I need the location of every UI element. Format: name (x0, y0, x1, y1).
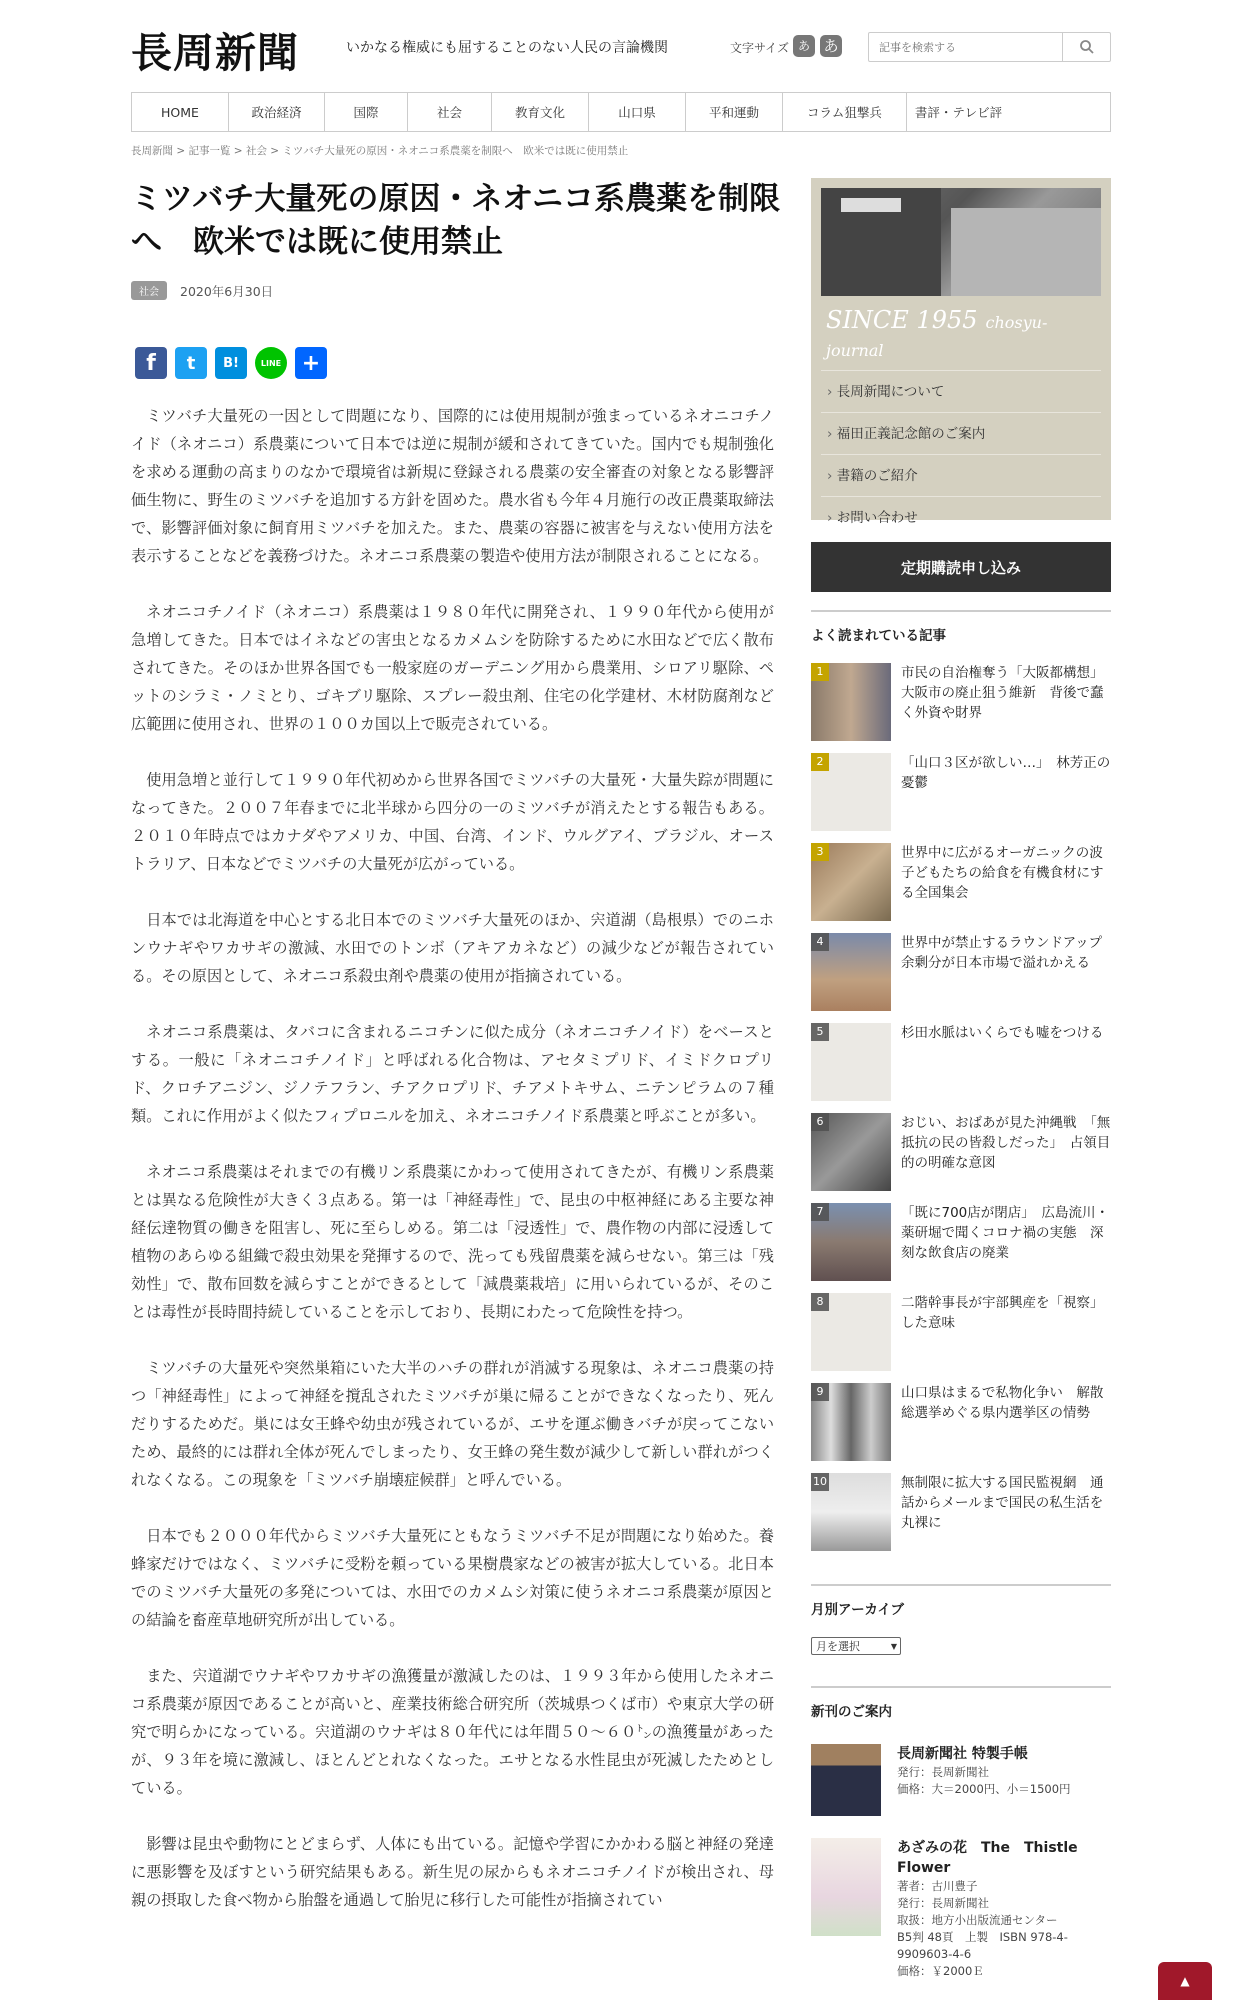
paragraph: ネオニコ系農薬はそれまでの有機リン系農薬にかわって使用されてきたが、有機リン系農薬とは異なる危険性が大きく３点ある。第一は「神経毒性」で、昆虫の中枢神経にある主要な神経伝達物質の働きを阻害し、死に至らしめる。第二は「浸透性」で、農作物の内部に浸透して植物のあらゆる組織で殺虫効果を発揮するので、洗っても残留農薬を減らせない。第三は「残効性」で、散布回数を減らすことができるとして「減農薬栽培」に用いられているが、そのことは毒性が長時間持続していることを示しており、長期にわたって危険性を持つ。 (131, 1163, 774, 1321)
more-share-icon[interactable]: + (295, 347, 327, 379)
twitter-share-icon[interactable]: t (175, 347, 207, 379)
site-logo[interactable]: 長周新聞 (131, 29, 299, 77)
books-title: 新刊のご案内 (811, 1686, 1111, 1720)
archive-select[interactable] (811, 1637, 901, 1655)
paragraph: 日本でも２０００年代からミツバチ大量死にともなうミツバチ不足が問題になり始めた。養蜂家だけではなく、ミツバチに受粉を頼っている果樹農家などの被害が拡大している。北日本でのミツバチ大量死の多発については、水田でのカメムシ対策に使うネオニコ系農薬が原因との結論を畜産草地研究所が出している。 (131, 1527, 774, 1629)
nav-review[interactable]: 書評・テレビ評 (914, 105, 1003, 120)
popular-title: よく読まれている記事 (811, 610, 1111, 644)
line-share-icon[interactable]: LINE (255, 347, 287, 379)
popular-item[interactable]: 7 「既に700店が閉店」 広島流川・薬研堀で聞くコロナ禍の実態 深刻な飲食店の廃業 (811, 1203, 1111, 1293)
paragraph: ネオニコ系農薬は、タバコに含まれるニコチンに似た成分（ネオニコチノイド）をベースとする。一般に「ネオニコチノイド」と呼ばれる化合物は、アセタミプリド、イミドクロプリド、クロチアニジン、ジノテフラン、チアクロプリド、チアメトキサム、ニテンピラムの７種類。これに作用がよく似たフィプロニルを加え、ネオニコチノイド系農薬と呼ぶことが多い。 (131, 1023, 774, 1125)
back-to-top-button[interactable]: ▲ (1158, 1962, 1212, 2000)
search-box (868, 32, 1111, 62)
paragraph: 使用急増と並行して１９９０年代初めから世界各国でミツバチの大量死・大量失踪が問題になってきた。２００７年春までに北半球から四分の一のミツバチが消えたとする報告もある。２０１０年時点ではカナダやアメリカ、中国、台湾、インド、ウルグアイ、ブラジル、オーストラリア、日本などでミツバチの大量死が広がっている。 (131, 771, 774, 873)
popular-item[interactable]: 5 杉田水脈はいくらでも嘘をつける (811, 1023, 1111, 1113)
nav-yamaguchi[interactable]: 山口県 (589, 93, 686, 131)
nav-education[interactable]: 教育文化 (492, 93, 589, 131)
site-tagline: いかなる権威にも屈することのない人民の言論機関 (346, 40, 668, 56)
paragraph: ネオニコチノイド（ネオニコ）系農薬は１９８０年代に開発され、１９９０年代から使用が急増してきた。日本ではイネなどの害虫となるカメムシを防除するために水田などで広く散布されてきた。そのほか世界各国でも一般家庭のガーデニング用から農業用、シロアリ駆除、ペットのシラミ・ノミとり、ゴキブリ駆除、スプレー殺虫剤、住宅の化学建材、木材防腐剤など広範囲に使用され、世界の１００カ国以上で販売されている。 (131, 603, 774, 733)
breadcrumb[interactable]: 長周新聞 > 記事一覧 > 社会 > ミツバチ大量死の原因・ネオニコ系農薬を制限へ 欧米では既に使用禁止 (131, 145, 629, 157)
book-detail: 価格：大＝2000円、小＝1500円 (897, 1782, 1071, 1796)
books-link[interactable]: › 書籍のご紹介 (821, 454, 1101, 496)
popular-item[interactable]: 8 二階幹事長が宇部興産を「視察」した意味 (811, 1293, 1111, 1383)
contact-link[interactable]: › お問い合わせ (821, 496, 1101, 538)
hatena-share-icon[interactable]: B! (215, 347, 247, 379)
since-label: SINCE 1955 chosyu-journal (826, 306, 1048, 360)
book-cover (811, 1744, 881, 1816)
chevron-down-icon: ▼ (890, 1641, 897, 1651)
books-section (811, 1686, 1111, 1980)
font-size-label: 文字サイズ (730, 41, 790, 55)
main-nav (131, 92, 1111, 132)
popular-item[interactable]: 4 世界中が禁止するラウンドアップ 余剰分が日本市場で溢れかえる (811, 933, 1111, 1023)
popular-item[interactable]: 6 おじい、おばあが見た沖縄戦 「無抵抗の民の皆殺しだった」 占領目的の明確な意図 (811, 1113, 1111, 1203)
book-item[interactable] (811, 1838, 1111, 1980)
popular-item[interactable]: 1 市民の自治権奪う「大阪都構想」 大阪市の廃止狙う維新 背後で蠢く外資や財界 (811, 663, 1111, 753)
book-title: 長周新聞社 特製手帳 (897, 1746, 1028, 1762)
font-size-large-button[interactable]: あ (820, 35, 842, 57)
popular-section (811, 610, 1117, 1563)
subscribe-button[interactable]: 定期購読申し込み (811, 542, 1111, 592)
nav-peace[interactable]: 平和運動 (686, 93, 783, 131)
article-meta (131, 281, 273, 300)
book-detail: B5判 48頁 上製 ISBN 978-4-9909603-4-6 (897, 1930, 1068, 1961)
article-body (131, 402, 774, 1942)
book-detail: 発行：長周新聞社 (897, 1765, 989, 1779)
search-button[interactable] (1062, 33, 1110, 61)
archive-section (811, 1584, 1111, 1618)
search-input[interactable] (869, 33, 1062, 61)
nav-society[interactable]: 社会 (408, 93, 492, 131)
nav-home[interactable]: HOME (132, 93, 229, 131)
about-box (811, 178, 1111, 526)
popular-item[interactable]: 10 無制限に拡大する国民監視網 通話からメールまで国民の私生活を丸裸に (811, 1473, 1111, 1563)
paragraph: また、宍道湖でウナギやワカサギの漁獲量が激減したのは、１９９３年から使用したネオニコ系農薬が原因であることが高いと、産業技術総合研究所（茨城県つくば市）や東京大学の研究で明らかになっている。宍道湖のウナギは８０年代には年間５０～６０㌧の漁獲量があったが、９３年を境に激減し、ほとんどとれなくなった。エサとなる水性昆虫が死滅したためとしている。 (131, 1667, 774, 1797)
book-detail: 発行：長周新聞社 (897, 1896, 989, 1910)
paragraph: ミツバチの大量死や突然巣箱にいた大半のハチの群れが消滅する現象は、ネオニコ農薬の持つ「神経毒性」によって神経を撹乱されたミツバチが巣に帰ることができなくなったり、死んだりするためだ。巣には女王蜂や幼虫が残されているが、エサを運ぶ働きバチが戻ってこないため、最終的には群れ全体が死んでしまったり、女王蜂の発生数が減少して新しい群れがつくれなくなる。この現象を「ミツバチ崩壊症候群」と呼んでいる。 (131, 1359, 774, 1489)
search-icon (1079, 39, 1095, 55)
book-detail: 取扱：地方小出版流通センター (897, 1913, 1058, 1927)
nav-column[interactable]: コラム狙撃兵 (783, 93, 907, 131)
facebook-share-icon[interactable]: f (135, 347, 167, 379)
share-buttons (135, 347, 327, 379)
popular-item[interactable]: 2 「山口３区が欲しい…」 林芳正の憂鬱 (811, 753, 1111, 843)
archive-select-value: 月を選択 (816, 1640, 860, 1653)
book-item[interactable] (811, 1744, 1111, 1816)
museum-link[interactable]: › 福田正義記念館のご案内 (821, 412, 1101, 454)
paragraph: 日本では北海道を中心とする北日本でのミツバチ大量死のほか、宍道湖（島根県）でのニホンウナギやワカサギの激減、水田でのトンボ（アキアカネなど）の減少などが報告されている。その原因として、ネオニコ系殺虫剤や農薬の使用が指摘されている。 (131, 911, 774, 985)
book-detail: 著者：古川豊子 (897, 1879, 978, 1893)
nav-international[interactable]: 国際 (325, 93, 408, 131)
book-detail: 価格：￥2000Ｅ (897, 1964, 984, 1978)
book-title: あざみの花 The Thistle Flower (897, 1840, 1078, 1876)
book-cover (811, 1838, 881, 1936)
article-title: ミツバチ大量死の原因・ネオニコ系農薬を制限へ 欧米では既に使用禁止 (131, 181, 781, 260)
paragraph: 影響は昆虫や動物にとどまらず、人体にも出ている。記憶や学習にかかわる脳と神経の発達に悪影響を及ぼすという研究結果もある。新生児の尿からもネオニコチノイドが検出され、母親の摂取した食べ物から胎盤を通過して胎児に移行した可能性が指摘されてい (131, 1835, 774, 1909)
font-size-small-button[interactable]: あ (793, 35, 815, 57)
archive-title: 月別アーカイブ (811, 1584, 1111, 1618)
nav-politics[interactable]: 政治経済 (229, 93, 325, 131)
office-photo (821, 188, 1101, 296)
popular-item[interactable]: 3 世界中に広がるオーガニックの波 子どもたちの給食を有機食材にする全国集会 (811, 843, 1111, 933)
about-link[interactable]: › 長周新聞について (821, 370, 1101, 412)
paragraph: ミツバチ大量死の一因として問題になり、国際的には使用規制が強まっているネオニコチノイド（ネオニコ）系農薬について日本では逆に規制が緩和されてきていた。国内でも規制強化を求める運動の高まりのなかで環境省は新規に登録される農薬の安全審査の対象となる影響評価生物に、野生のミツバチを追加する方針を固めた。農水省も今年４月施行の改正農薬取締法で、影響評価対象に飼育用ミツバチを加えた。また、農薬の容器に被害を与えない使用方法を表示することなどを義務づけた。ネオニコ系農薬の製造や使用方法が制限されることになる。 (131, 407, 774, 565)
article-date: 2020年6月30日 (180, 283, 274, 299)
popular-item[interactable]: 9 山口県はまるで私物化争い 解散総選挙めぐる県内選挙区の情勢 (811, 1383, 1111, 1473)
category-badge[interactable]: 社会 (131, 281, 167, 300)
